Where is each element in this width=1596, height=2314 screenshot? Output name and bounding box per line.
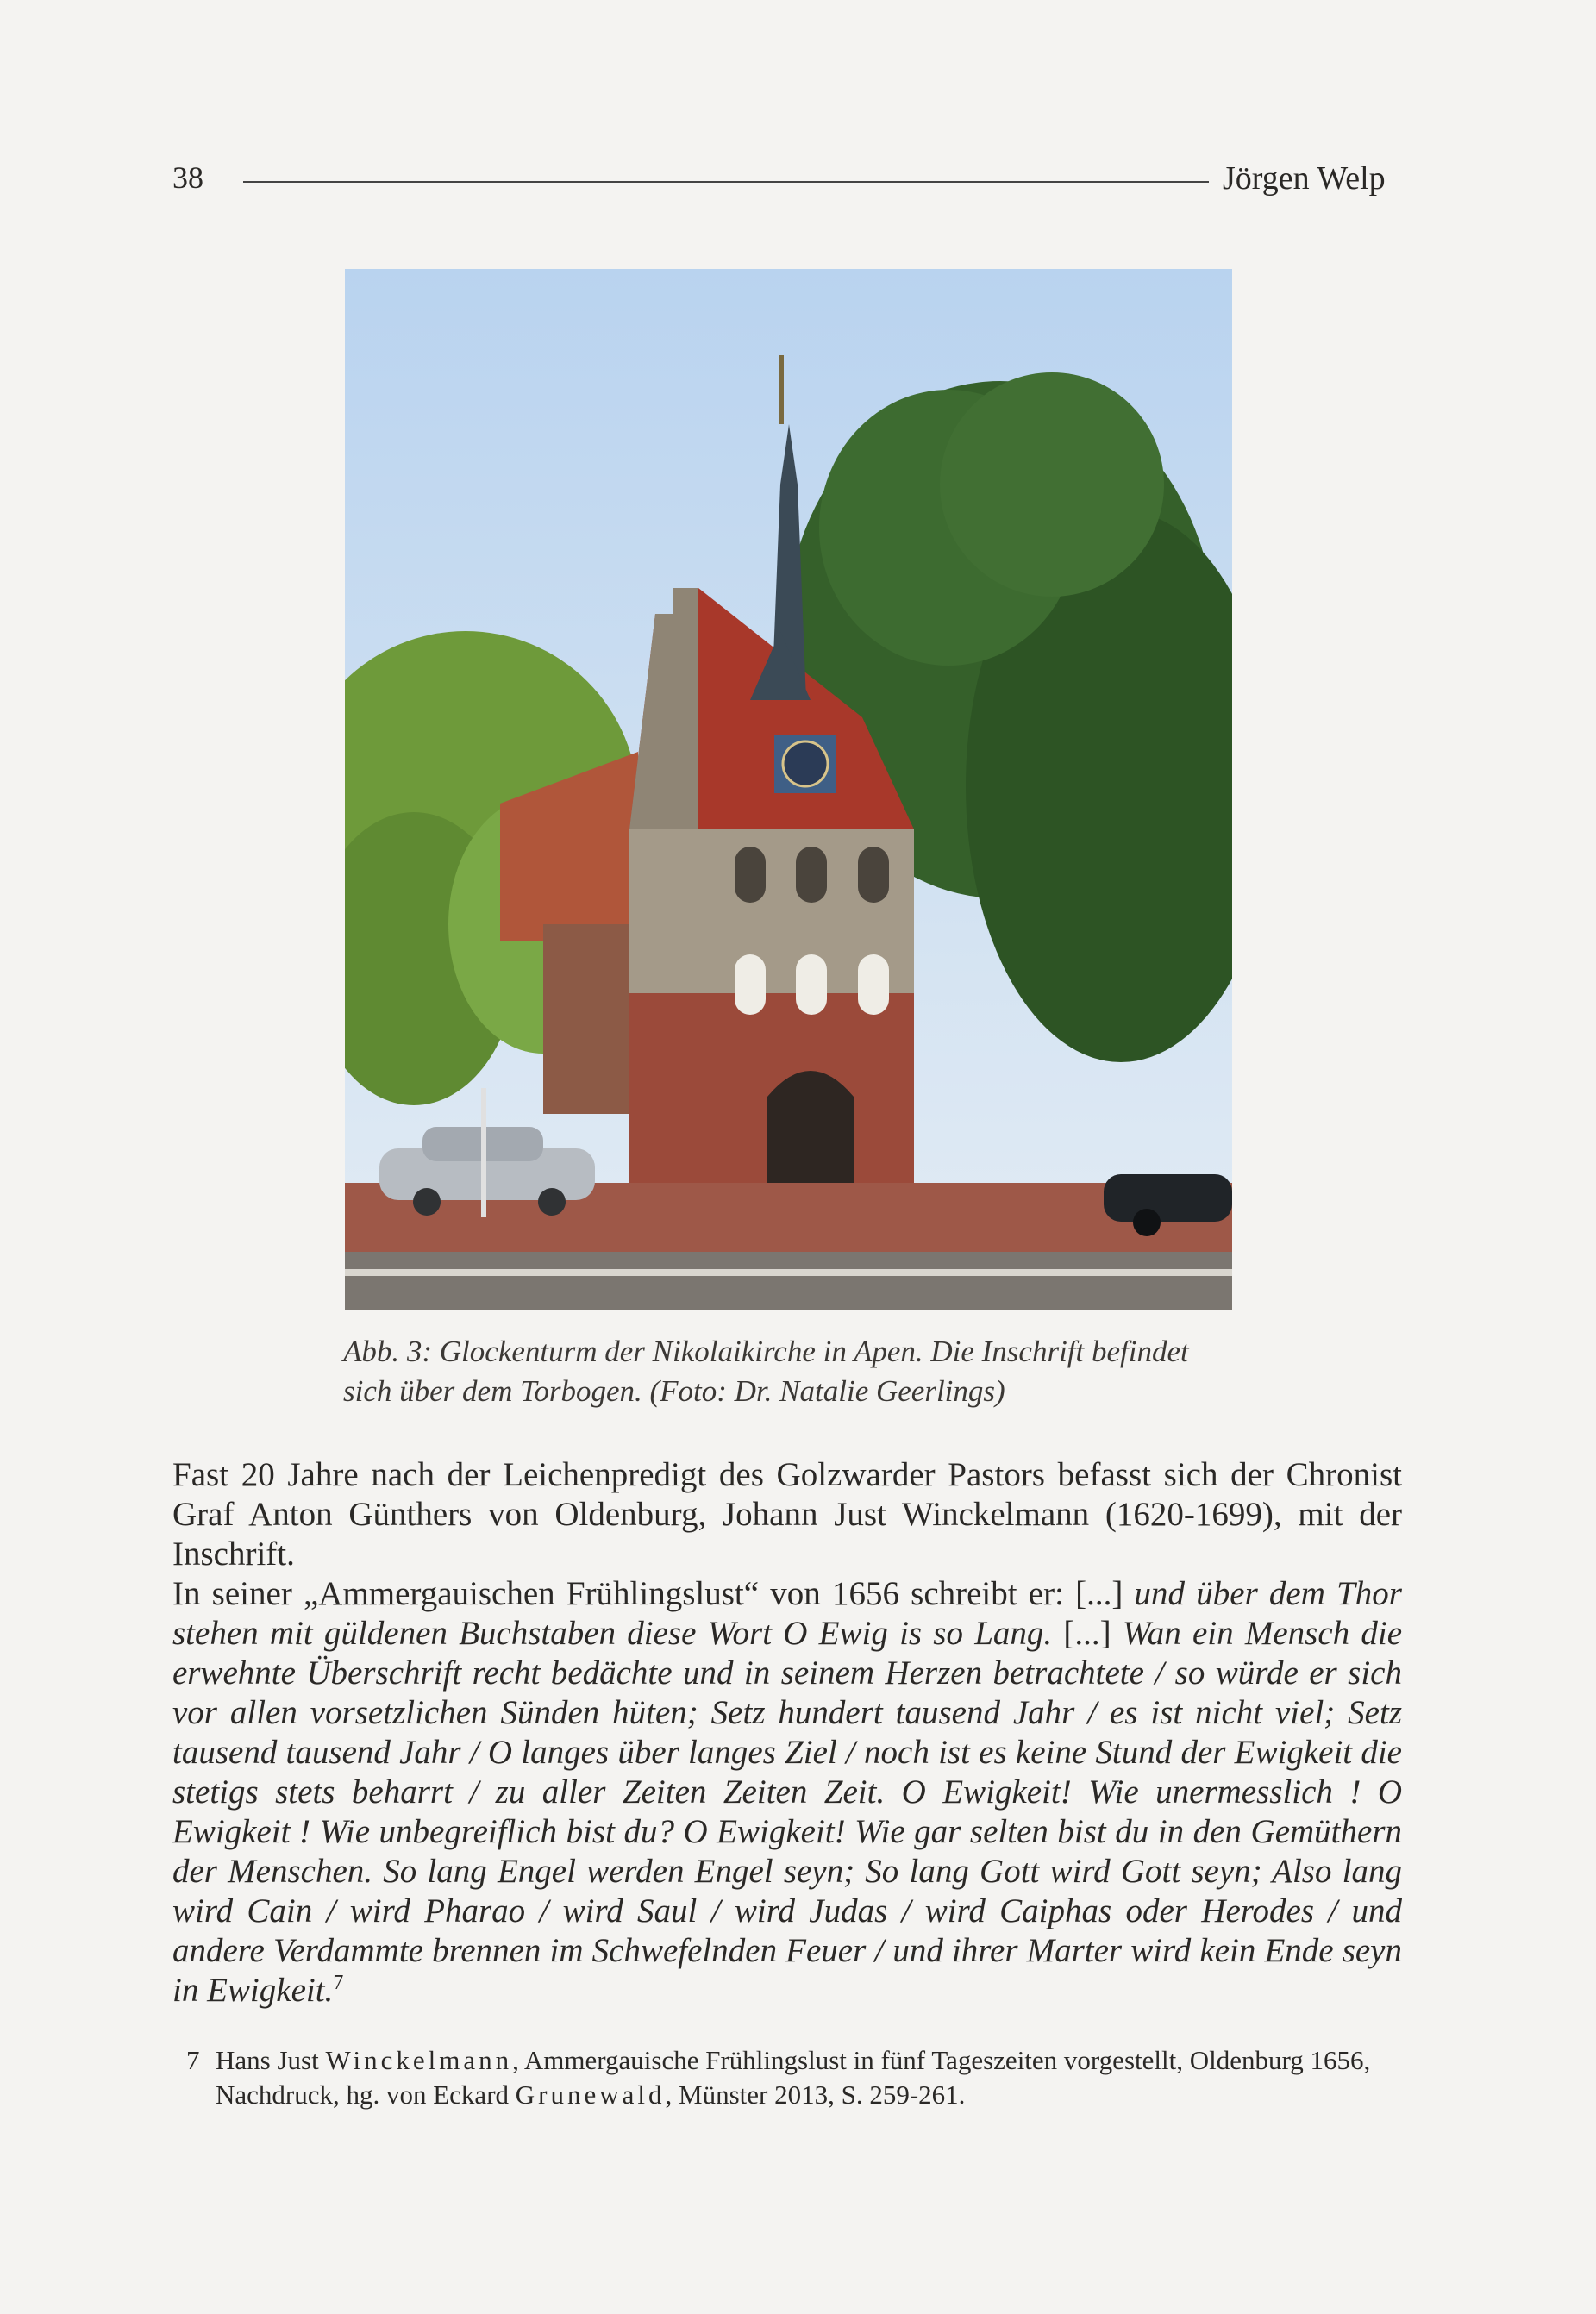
ellipsis: [...]	[1052, 1615, 1123, 1652]
footnote-text-a: Hans Just	[216, 2045, 326, 2075]
footnote-author-2: Grunewald	[515, 2079, 666, 2110]
quote-part-2: Wan ein Mensch die erwehnte Überschrift recht bedächte und in seinem Herzen betrachtete / so würde er sich vor allen vorsetzlichen Sünden hüten; Setz hundert tausend Jahr / es ist nicht viel; Setz tausend tausend Jahr / O langes über langes Ziel / noch ist es keine Stund der Ewigkeit die stetigs stets beharrt / zu aller Zeiten Zeiten Zeit. O Ewigkeit! Wie unermesslich ! O Ewigkeit ! Wie unbegreiflich bist du? O Ewigkeit! Wie gar selten bist du in den Gemüthern der Menschen. So lang Engel werden Engel seyn; So lang Gott wird Gott seyn; Also lang wird Cain / wird Pharao / wird Saul / wird Judas / wird Caiphas oder Herodes / und andere Verdammte brennen im Schwefelnden Feuer / und ihrer Marter wird kein Ende seyn in Ewigkeit.	[172, 1615, 1403, 2009]
running-header-author: Jörgen Welp	[1223, 160, 1386, 197]
footnote-text-c: , Münster 2013, S. 259-261.	[665, 2079, 966, 2110]
body-text	[172, 1455, 1402, 2011]
figure-caption	[343, 1332, 1257, 1411]
paragraph-1: Fast 20 Jahre nach der Leichenpredigt des Golzwarder Pastors befasst sich der Chronist Graf Anton Günthers von Oldenburg, Johann Just Winckelmann (1620-1699), mit der Inschrift.	[172, 1456, 1402, 1573]
footnote-number: 7	[186, 2045, 200, 2075]
footnote-author-1: Winckelmann	[325, 2045, 513, 2075]
caption-line-2: sich über dem Torbogen. (Foto: Dr. Natalie Geerlings)	[343, 1374, 1005, 1408]
bell-tower-photo	[345, 269, 1232, 1310]
footnote-text-b: , Ammergauische Frühlingslust in fünf Tageszeiten vorgestellt, Oldenburg 1656, Nachdruck, hg. von Eckard	[216, 2045, 1371, 2110]
footnote	[172, 2043, 1402, 2112]
caption-line-1: Abb. 3: Glockenturm der Nikolaikirche in Apen. Die Inschrift befindet	[343, 1335, 1189, 1368]
quote-part-1: und über dem Thor stehen mit güldenen Buchstaben diese Wort O Ewig is so Lang.	[172, 1575, 1402, 1652]
footnote-ref[interactable]: 7	[333, 1972, 344, 1994]
footnote-text	[216, 2043, 1402, 2112]
paragraph-2	[172, 1574, 1402, 2011]
page-number: 38	[172, 160, 203, 195]
header-rule	[243, 181, 1209, 183]
paragraph-2-intro: In seiner „Ammergauischen Frühlingslust“ von 1656 schreibt er: [...]	[172, 1575, 1123, 1612]
